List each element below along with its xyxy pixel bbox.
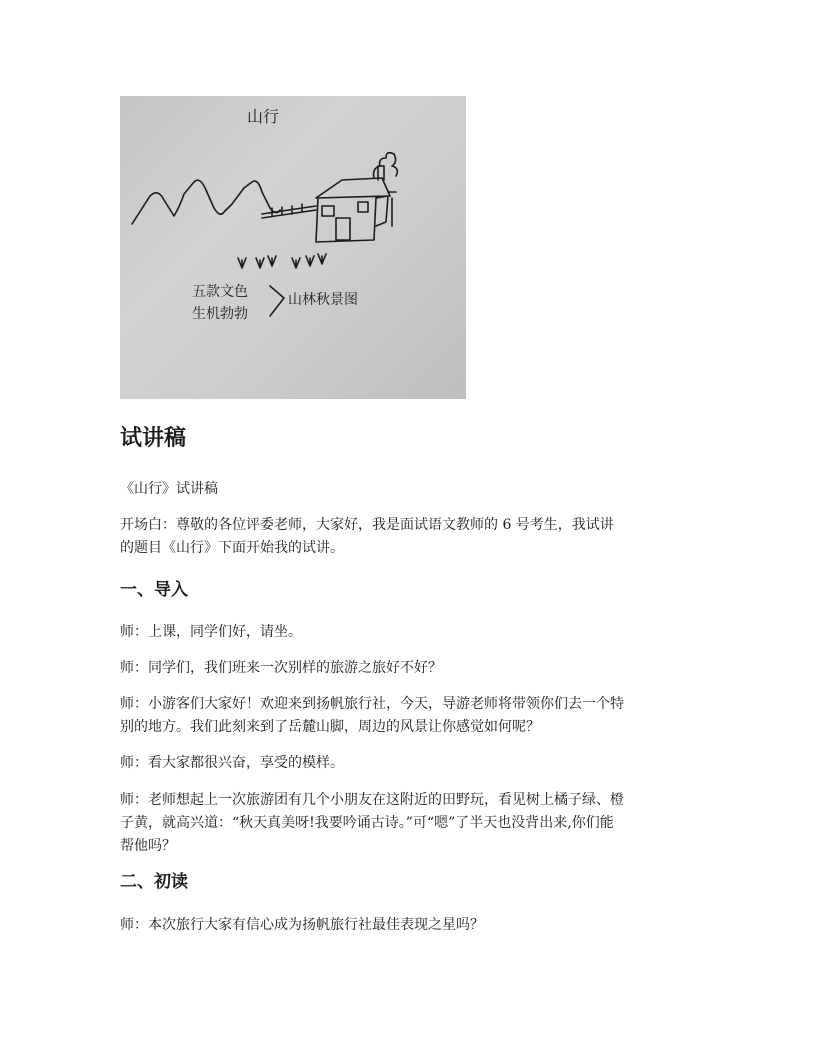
section-heading-first-reading: 二、初读	[120, 872, 188, 892]
window-sketch	[322, 206, 334, 216]
dialogue-line: 别的地方。我们此刻来到了岳麓山脚，周边的风景让你感觉如何呢？	[120, 719, 540, 735]
dialogue-line: 师：本次旅行大家有信心成为扬帆旅行社最佳表现之星吗？	[120, 917, 484, 933]
sketch-photo	[120, 96, 466, 399]
opening-paragraph	[120, 514, 700, 560]
sketch-label-line2: 生机勃勃	[192, 306, 248, 322]
bracket-sketch	[270, 286, 284, 316]
dialogue-line: 师：小游客们大家好！欢迎来到扬帆旅行社，今天，导游老师将带领你们去一个特	[120, 696, 624, 712]
opening-line: 开场白：尊敬的各位评委老师，大家好，我是面试语文教师的 6 号考生，我试讲	[120, 517, 614, 533]
dialogue-paragraph	[120, 789, 700, 858]
grass-sketch	[238, 254, 326, 268]
dialogue-paragraph	[120, 621, 700, 644]
sketch-label-right: 山林秋景图	[288, 292, 358, 308]
dialogue-line: 子黄，就高兴道：“秋天真美呀!我要吟诵古诗。”可“嗯”了半天也没背出来,你们能	[120, 815, 614, 831]
mountains-sketch	[132, 180, 280, 224]
dialogue-line: 师：同学们，我们班来一次别样的旅游之旅好不好？	[120, 660, 442, 676]
dialogue-line: 帮他吗？	[120, 838, 176, 854]
fence-sketch	[262, 204, 316, 218]
sketch-label-line1: 五款文色	[192, 284, 248, 300]
sketch-drawing	[120, 96, 466, 399]
dialogue-line: 师：看大家都很兴奋，享受的模样。	[120, 755, 344, 771]
sketch-title: 山行	[247, 107, 280, 126]
smoke-sketch	[374, 153, 398, 178]
dialogue-paragraph	[120, 752, 700, 775]
opening-line: 的题目《山行》下面开始我的试讲。	[120, 540, 344, 556]
subtitle	[120, 478, 700, 501]
window-sketch-2	[358, 202, 368, 212]
tree-sketch	[388, 192, 396, 226]
section-heading-intro: 一、导入	[120, 580, 188, 600]
dialogue-line: 师：老师想起上一次旅游团有几个小朋友在这附近的田野玩，看见树上橘子绿、橙	[120, 792, 624, 808]
dialogue-paragraph	[120, 657, 700, 680]
subtitle-text: 《山行》试讲稿	[120, 481, 218, 497]
document-title: 试讲稿	[120, 426, 187, 451]
dialogue-paragraph	[120, 693, 700, 739]
door-sketch	[336, 218, 350, 240]
house-sketch	[316, 178, 390, 242]
dialogue-paragraph	[120, 914, 700, 937]
dialogue-line: 师：上课，同学们好，请坐。	[120, 624, 302, 640]
